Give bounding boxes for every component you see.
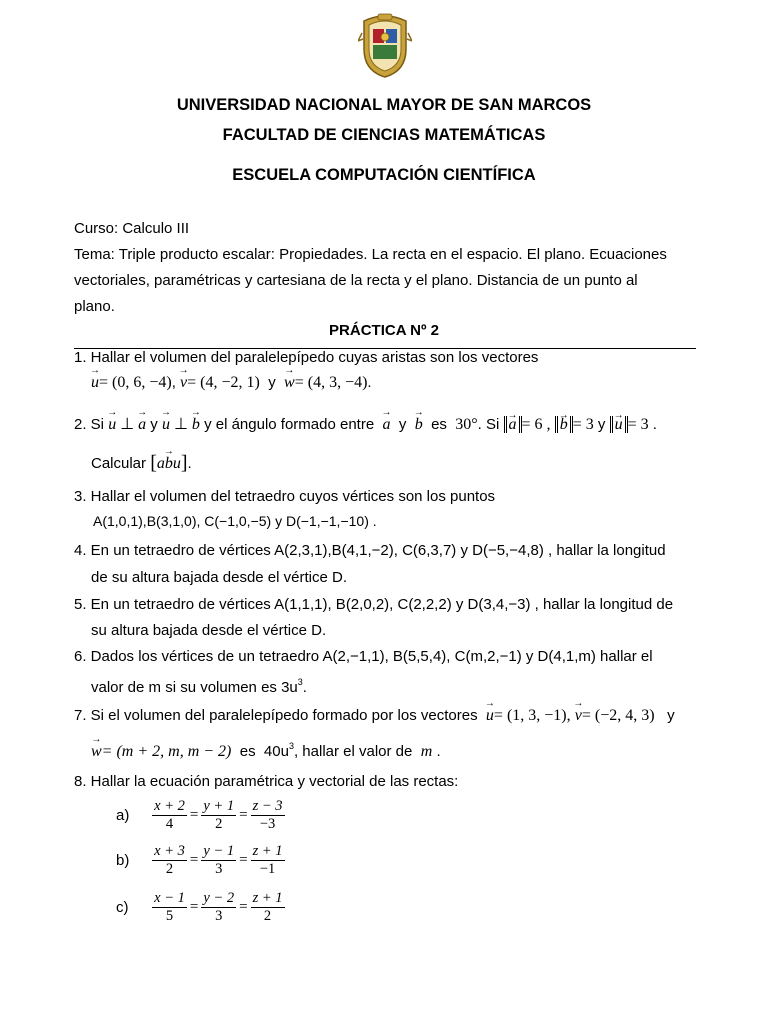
norm-u-value: = 3 bbox=[627, 416, 649, 433]
vector-a: → a bbox=[383, 416, 391, 434]
vector-u: → u bbox=[615, 416, 623, 433]
numerator: x + 2 bbox=[154, 798, 185, 814]
denominator: 3 bbox=[215, 861, 223, 877]
problem-7-line-1 bbox=[74, 707, 675, 725]
equals: = bbox=[239, 899, 248, 915]
problem-2-line-2: Calcular [→ abu]. bbox=[91, 452, 192, 475]
norm-a-value: = 6 , bbox=[521, 416, 551, 433]
es-word: es bbox=[239, 743, 256, 760]
vector-v-value: = (−2, 4, 3) bbox=[581, 707, 655, 724]
numerator: y − 2 bbox=[203, 890, 235, 906]
vector-a: → a bbox=[138, 416, 146, 434]
period: . bbox=[652, 416, 657, 433]
calcular-word: Calcular bbox=[91, 455, 147, 472]
angle-value: 30° bbox=[455, 416, 478, 433]
vector-w: → w bbox=[284, 374, 295, 392]
denominator: 4 bbox=[165, 816, 174, 832]
university-seal-logo bbox=[358, 13, 412, 79]
period: . bbox=[367, 374, 372, 391]
denominator: −1 bbox=[259, 861, 276, 877]
vector-u: → u bbox=[91, 374, 99, 392]
and-word: y bbox=[268, 374, 276, 391]
vector-u: → u bbox=[486, 707, 494, 725]
equals: = bbox=[189, 852, 199, 868]
problem-2-number: 2. Si bbox=[74, 416, 105, 433]
vector-w: → w bbox=[91, 743, 102, 761]
topic-line-2: vectoriales, paramétricas y cartesiana de la recta y el plano. Distancia de un punto al bbox=[74, 272, 638, 289]
numerator: z + 1 bbox=[252, 843, 283, 859]
numerator: y + 1 bbox=[203, 798, 235, 814]
and-word: y bbox=[398, 416, 407, 433]
problem-2-line-1: 2. Si → u ⊥ → a y → u ⊥ → b y el ángulo formado entre → a y → b es 30°. Si → a = 6 , → b = 3 y → u = 3 . bbox=[74, 414, 657, 434]
denominator: 3 bbox=[215, 908, 223, 924]
problem-3-line-1: 3. Hallar el volumen del tetraedro cuyos vértices son los puntos bbox=[74, 488, 496, 505]
item-label: b) bbox=[116, 852, 130, 869]
problem-4-line-2: de su altura bajada desde el vértice D. bbox=[91, 569, 347, 586]
numerator: y − 1 bbox=[203, 843, 235, 859]
equals: = bbox=[239, 852, 248, 868]
superscript: 3 bbox=[297, 677, 303, 687]
problem-5-line-1: 5. En un tetraedro de vértices A(1,1,1), B(2,0,2), C(2,2,2) y D(3,4,−3) , hallar la longitud de bbox=[74, 596, 674, 613]
denominator: 5 bbox=[165, 908, 174, 924]
vector-v-value: = (4, −2, 1) bbox=[187, 374, 260, 391]
vector-w-value: = (m + 2, m, m − 2) bbox=[101, 743, 232, 760]
period: . bbox=[187, 455, 192, 472]
equation-a bbox=[116, 798, 285, 833]
course-line: Curso: Calculo III bbox=[74, 220, 190, 237]
denominator: 2 bbox=[263, 908, 272, 924]
vector-u: → u bbox=[162, 416, 170, 434]
denominator: 2 bbox=[215, 816, 223, 832]
volume-value: 40u bbox=[263, 743, 289, 760]
problem-3-line-2: A(1,0,1),B(3,1,0), C(−1,0,−5) y D(−1,−1,−10) . bbox=[93, 513, 377, 529]
equals: = bbox=[239, 807, 248, 823]
triple-product-abu: → abu bbox=[157, 455, 181, 473]
vector-b: → b bbox=[415, 416, 423, 434]
problem-1-vectors: → u= (0, 6, −4), → v= (4, −2, 1) y → w= (4, 3, −4). bbox=[91, 374, 372, 392]
item-label: a) bbox=[116, 807, 130, 824]
equation-c bbox=[116, 890, 285, 925]
si-word: . Si bbox=[477, 416, 500, 433]
norm-b-value: = 3 bbox=[572, 416, 594, 433]
volume-text: valor de m si su volumen es 3u bbox=[91, 679, 298, 696]
variable-m: m bbox=[420, 743, 433, 760]
vector-b: → b bbox=[560, 416, 568, 433]
school-title: ESCUELA COMPUTACIÓN CIENTÍFICA bbox=[232, 166, 536, 184]
period: . bbox=[302, 679, 307, 696]
problem-4-line-1: 4. En un tetraedro de vértices A(2,3,1),B(4,1,−2), C(6,3,7) y D(−5,−4,8) , hallar la longitud bbox=[74, 542, 666, 559]
faculty-title: FACULTAD DE CIENCIAS MATEMÁTICAS bbox=[222, 126, 546, 144]
problem-5-line-2: su altura bajada desde el vértice D. bbox=[91, 622, 327, 639]
problem-6-line-1: 6. Dados los vértices de un tetraedro A(2,−1,1), B(5,5,4), C(m,2,−1) y D(4,1,m) hallar el bbox=[74, 648, 653, 665]
denominator: 2 bbox=[165, 861, 174, 877]
equation-b bbox=[116, 843, 285, 878]
vector-b: → b bbox=[192, 416, 200, 434]
es-word: es bbox=[431, 416, 447, 433]
superscript: 3 bbox=[288, 741, 294, 751]
problem-6-line-2 bbox=[91, 677, 307, 696]
problem-7-text: 7. Si el volumen del paralelepípedo formado por los vectores bbox=[74, 707, 478, 724]
vector-u-value: = (1, 3, −1), bbox=[493, 707, 571, 724]
vector-v: → v bbox=[575, 707, 582, 725]
vector-a: → a bbox=[509, 416, 517, 433]
numerator: x − 1 bbox=[154, 890, 185, 906]
equals: = bbox=[189, 807, 199, 823]
and-word: y bbox=[597, 416, 606, 433]
vector-u: → u bbox=[108, 416, 116, 434]
angle-text: y el ángulo formado entre bbox=[204, 416, 375, 433]
denominator: −3 bbox=[259, 816, 276, 832]
problem-7-rest: , hallar el valor de bbox=[293, 743, 413, 760]
and-word: y bbox=[667, 707, 675, 724]
numerator: z + 1 bbox=[252, 890, 283, 906]
problem-1-text: 1. Hallar el volumen del paralelepípedo cuyas aristas son los vectores bbox=[74, 349, 539, 366]
and-word: y bbox=[150, 416, 158, 433]
item-label: c) bbox=[116, 899, 129, 916]
topic-line-1: Tema: Triple producto escalar: Propiedades. La recta en el espacio. El plano. Ecuaciones bbox=[74, 246, 667, 263]
university-title: UNIVERSIDAD NACIONAL MAYOR DE SAN MARCOS bbox=[176, 96, 592, 114]
vector-w-value: = (4, 3, −4) bbox=[294, 374, 368, 391]
vector-v: → v bbox=[180, 374, 187, 392]
topic-line-3: plano. bbox=[74, 298, 115, 315]
numerator: x + 3 bbox=[154, 843, 185, 859]
numerator: z − 3 bbox=[252, 798, 283, 814]
equals: = bbox=[189, 899, 199, 915]
vector-u-value: = (0, 6, −4) bbox=[99, 374, 172, 391]
practice-title: PRÁCTICA Nº 2 bbox=[329, 322, 439, 339]
problem-8-line-1: 8. Hallar la ecuación paramétrica y vectorial de las rectas: bbox=[74, 773, 459, 790]
period: . bbox=[436, 743, 441, 760]
problem-7-line-2 bbox=[91, 741, 441, 761]
